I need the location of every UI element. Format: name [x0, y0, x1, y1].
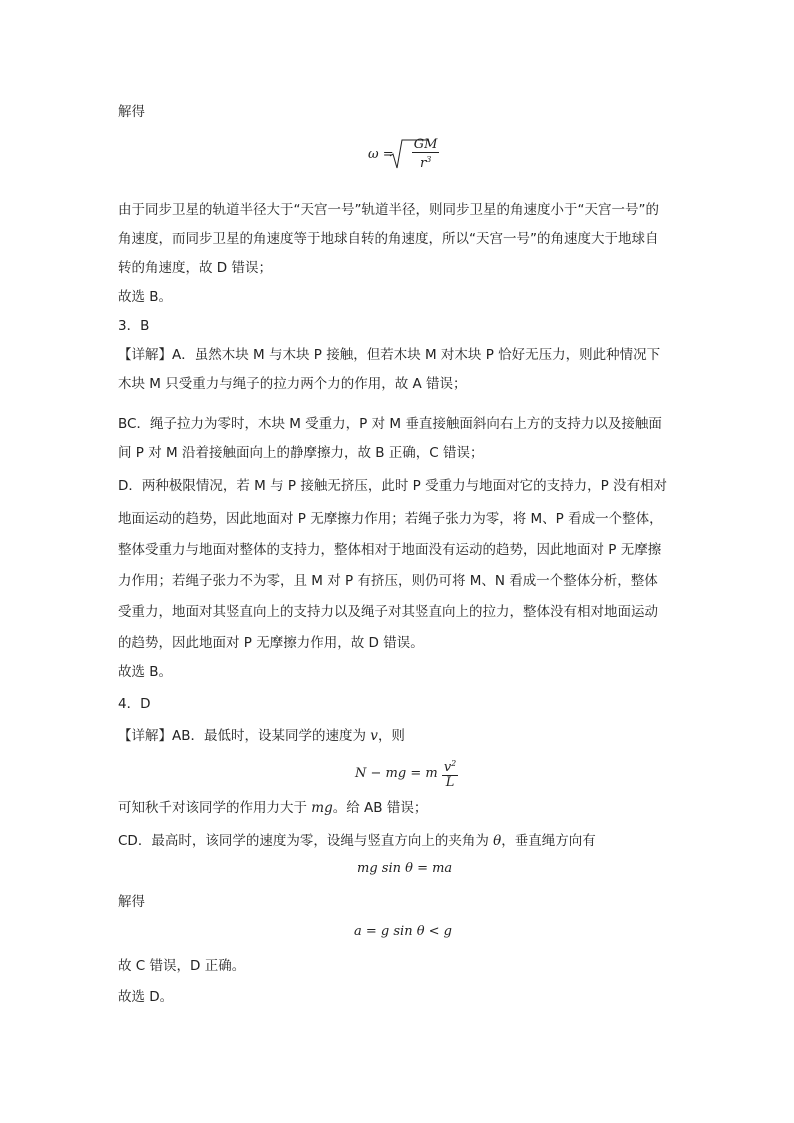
text-line: 转的角速度，故 D 错误； [118, 260, 272, 276]
text-line: 解得 [118, 894, 145, 910]
text-line: 地面运动的趋势，因此地面对 P 无摩擦力作用；若绳子张力为零，将 M、P 看成一个整体， [118, 511, 663, 527]
text-line: 的趋势，因此地面对 P 无摩擦力作用，故 D 错误。 [118, 635, 424, 651]
denominator: L [445, 775, 455, 790]
question-number: 3．B [118, 318, 150, 334]
equation-newton [355, 757, 458, 790]
equation-tangential: mg sin θ = ma [357, 861, 453, 876]
equation-acceleration: a = g sin θ < g [354, 924, 453, 939]
text-line: 由于同步卫星的轨道半径大于“天宫一号”轨道半径，则同步卫星的角速度小于“天宫一号”的 [118, 202, 659, 218]
text-line: 【详解】AB．最低时，设某同学的速度为 v，则 [118, 728, 405, 744]
text-line: 故选 D。 [118, 989, 174, 1005]
text-line: CD．最高时，该同学的速度为零，设绳与竖直方向上的夹角为 θ，垂直绳方向有 [118, 833, 596, 849]
text-line: 力作用；若绳子张力不为零，且 M 对 P 有挤压，则仍可将 M、N 看成一个整体分析，整体 [118, 573, 658, 589]
text-line: 【详解】A．虽然木块 M 与木块 P 接触，但若木块 M 对木块 P 恰好无压力，则此种情况下 [118, 347, 661, 363]
text-line: 可知秋千对该同学的作用力大于 mg。给 AB 错误； [118, 800, 428, 816]
text-line: BC．绳子拉力为零时，木块 M 受重力，P 对 M 垂直接触面斜向右上方的支持力以及接触面 [118, 416, 662, 432]
eq-lhs: ω = [368, 147, 394, 162]
text-line: 间 P 对 M 沿着接触面向上的静摩擦力，故 B 正确，C 错误； [118, 445, 484, 461]
text-line: 角速度，而同步卫星的角速度等于地球自转的角速度，所以“天宫一号”的角速度大于地球自 [118, 231, 659, 247]
fraction [442, 757, 458, 790]
text-line: 木块 M 只受重力与绳子的拉力两个力的作用，故 A 错误； [118, 376, 467, 392]
text-line: 解得 [118, 104, 145, 120]
question-number: 4．D [118, 696, 151, 712]
equation-omega [368, 138, 439, 171]
text-line: D．两种极限情况，若 M 与 P 接触无挤压，此时 P 受重力与地面对它的支持力，P 没有相对 [118, 478, 668, 494]
eq-lhs: N − mg = m [355, 766, 438, 781]
text-line: 故选 B。 [118, 289, 173, 305]
numerator: $v^2$ [443, 759, 457, 775]
text-line: 故 C 错误，D 正确。 [118, 958, 246, 974]
sqrt-sign [398, 138, 440, 171]
text-line: 故选 B。 [118, 664, 173, 680]
numerator: GM [413, 137, 438, 152]
text-line: 整体受重力与地面对整体的支持力，整体相对于地面没有运动的趋势，因此地面对 P 无摩擦 [118, 542, 662, 558]
denominator: $r^3$ [419, 155, 432, 171]
text-line: 受重力，地面对其竖直向上的支持力以及绳子对其竖直向上的拉力，整体没有相对地面运动 [118, 604, 658, 620]
